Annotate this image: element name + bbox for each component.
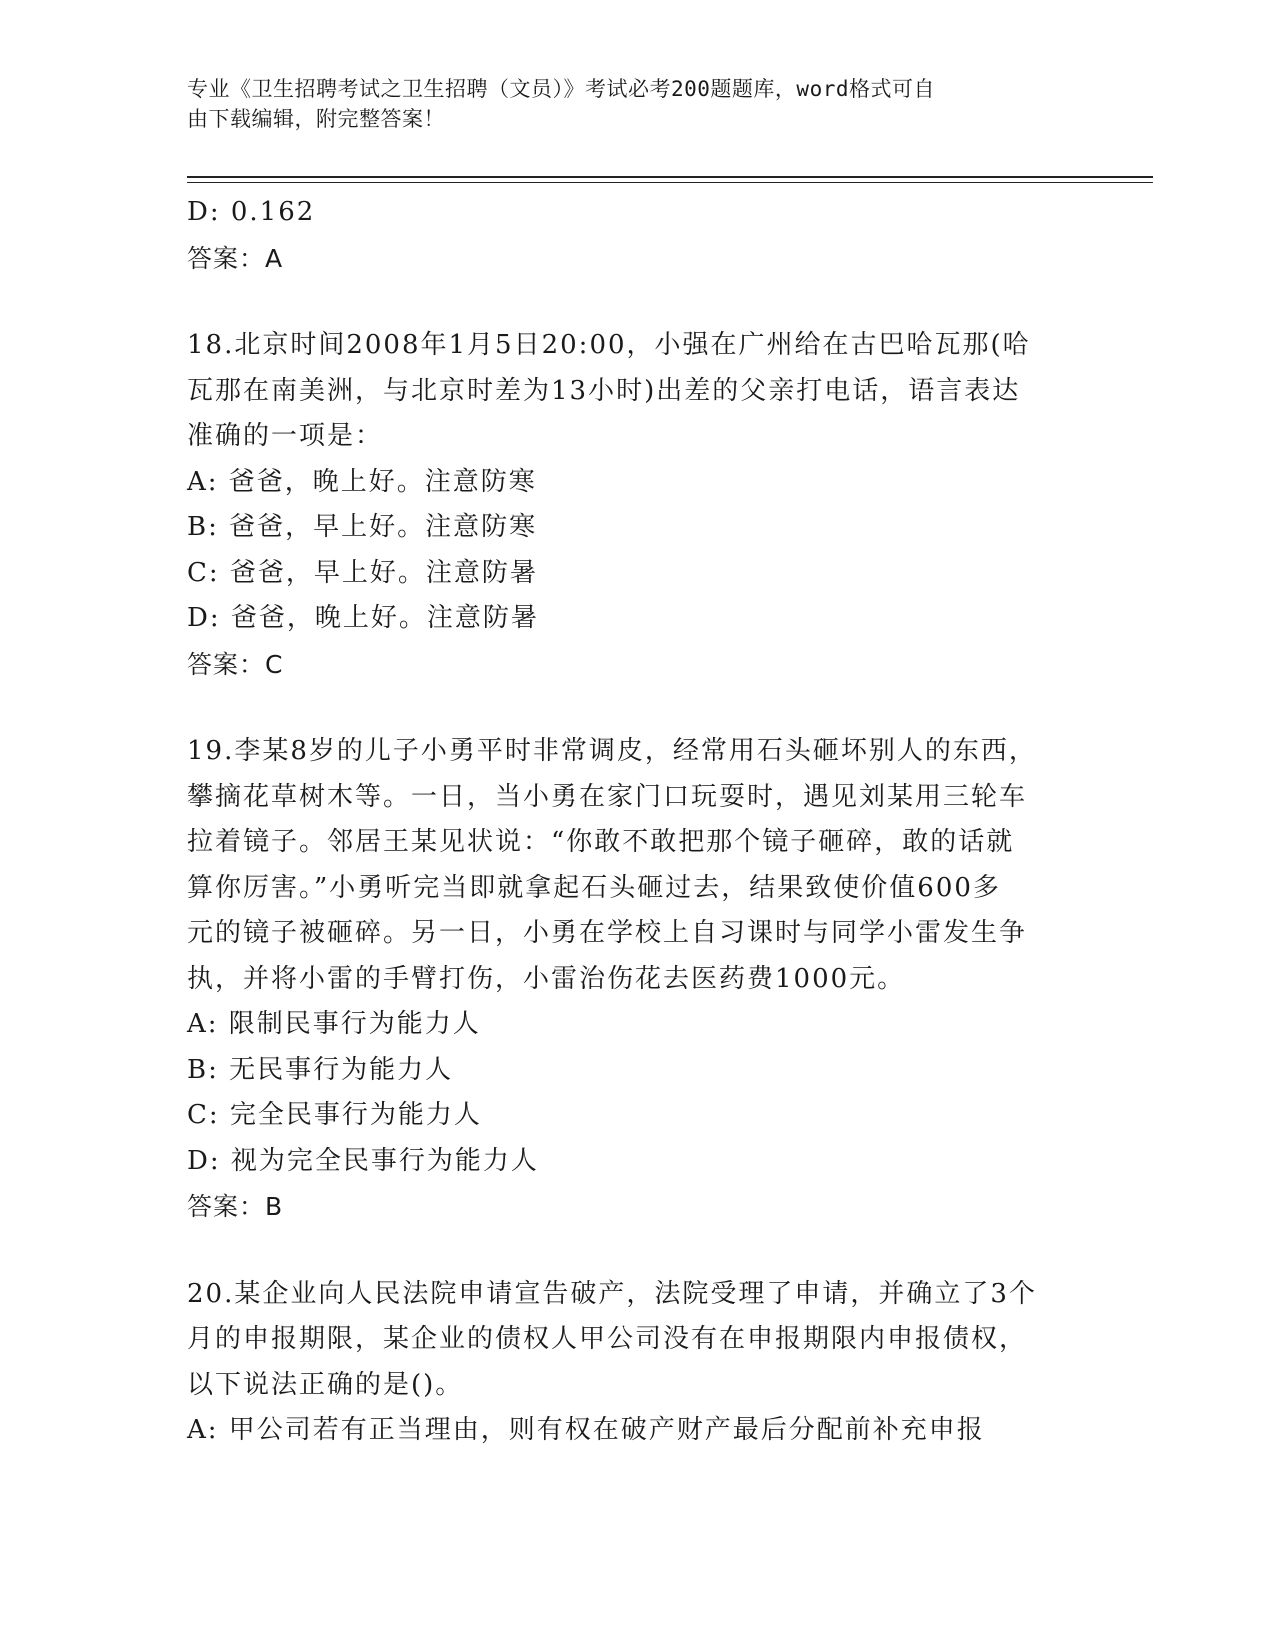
question-stem-line: 18.北京时间2008年1月5日20:00，小强在广州给在古巴哈瓦那(哈 (187, 330, 1031, 360)
question-20 (187, 1272, 1087, 1454)
header-rule-thick (187, 176, 1153, 178)
answer-line: 答案：C (187, 649, 284, 679)
question-stem-line: 攀摘花草树木等。一日，当小勇在家门口玩耍时，遇见刘某用三轮车 (187, 781, 1028, 812)
option-a: A: 爸爸，晚上好。注意防寒 (187, 466, 537, 497)
question-19 (187, 729, 1087, 1230)
spacer (187, 1230, 1087, 1272)
spacer (187, 687, 1087, 729)
option-d: D: 0.162 (187, 197, 316, 227)
question-18 (187, 323, 1087, 687)
option-b: B: 爸爸，早上好。注意防寒 (187, 512, 538, 542)
header-rule-thin (187, 182, 1153, 183)
option-c: C: 爸爸，早上好。注意防暑 (187, 557, 538, 588)
question-17-tail (187, 190, 1087, 281)
question-stem-line: 准确的一项是： (187, 421, 384, 451)
question-stem-line: 月的申报期限，某企业的债权人甲公司没有在申报期限内申报债权， (187, 1324, 1028, 1354)
question-stem-line: 瓦那在南美洲，与北京时差为13小时)出差的父亲打电话，语言表达 (187, 375, 1021, 406)
answer-line: 答案：A (187, 243, 284, 273)
question-stem-line: 拉着镜子。邻居王某见状说：“你敢不敢把那个镜子砸碎，敢的话就 (187, 827, 1015, 857)
header-line-1: 专业《卫生招聘考试之卫生招聘（文员）》考试必考200题题库，word格式可自 (187, 77, 935, 101)
spacer (187, 281, 1087, 323)
option-d: D: 视为完全民事行为能力人 (187, 1145, 539, 1176)
question-stem-line: 19.李某8岁的儿子小勇平时非常调皮，经常用石头砸坏别人的东西， (187, 736, 1037, 766)
answer-line: 答案：B (187, 1192, 284, 1221)
option-d: D: 爸爸，晚上好。注意防暑 (187, 603, 539, 633)
question-stem-line: 元的镜子被砸碎。另一日，小勇在学校上自习课时与同学小雷发生争 (187, 918, 1028, 948)
question-stem-line: 执，并将小雷的手臂打伤，小雷治伤花去医药费1000元。 (187, 963, 906, 994)
page-header (187, 74, 1067, 134)
option-c: C: 完全民事行为能力人 (187, 1100, 482, 1130)
option-a: A: 甲公司若有正当理由，则有权在破产财产最后分配前补充申报 (187, 1415, 985, 1445)
option-a: A: 限制民事行为能力人 (187, 1009, 481, 1039)
question-stem-line: 20.某企业向人民法院申请宣告破产，法院受理了申请，并确立了3个 (187, 1278, 1037, 1309)
header-line-2: 由下载编辑，附完整答案！ (187, 107, 445, 131)
option-b: B: 无民事行为能力人 (187, 1054, 454, 1085)
document-body (187, 190, 1087, 1454)
question-stem-line: 算你厉害。”小勇听完当即就拿起石头砸过去，结果致使价值600多 (187, 872, 1001, 903)
question-stem-line: 以下说法正确的是()。 (187, 1369, 464, 1400)
